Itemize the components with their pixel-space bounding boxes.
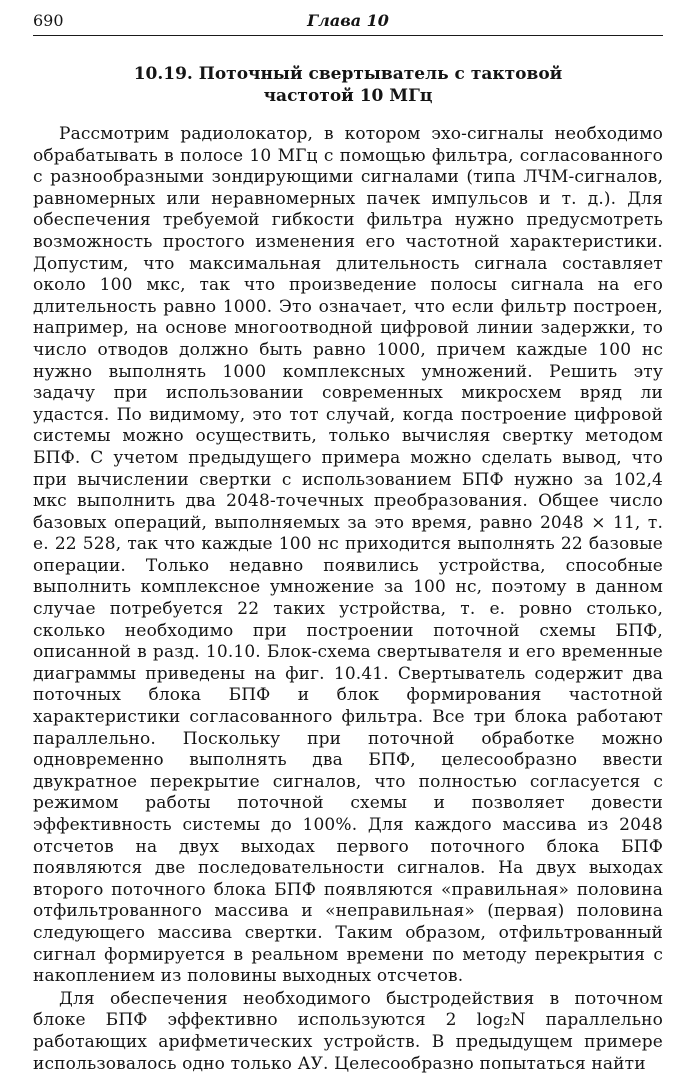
paragraph-1: Рассмотрим радиолокатор, в котором эхо-сигналы необходимо обрабатывать в полосе 10 МГц с помощью фильтра, согласованного с разнообразными зондирующими сигналами (типа ЛЧМ-сигналов, равномерных или неравномерных пачек импульсов и т. д.). Для обеспечения требуемой гибкости фильтра нужно предусмотреть возможность простого изменения его частотной характеристики. Допустим, что максимальная длительность сигнала составляет около 100 мкс, так что произведение полосы сигнала на его длительность равно 1000. Это означает, что если фильтр построен, например, на основе многоотводной цифровой линии задержки, то число отводов должно быть равно 1000, причем каждые 100 нс нужно выполнять 1000 комплексных умножений. Решить эту задачу при использовании современных микросхем вряд ли удастся. По видимому, это тот случай, когда построение цифровой системы можно осуществить, только вычисляя свертку методом БПФ. С учетом предыдущего примера можно сделать вывод, что при вычислении свертки с использованием БПФ нужно за 102,4 мкс выполнить два 2048-точечных преобразования. Общее число базовых операций, выполняемых за это время, равно 2048 × 11, т. е. 22 528, так что каждые 100 нс приходится выполнять 22 базовые операции. Только недавно появились устройства, способные выполнить комплексное умножение за 100 нс, поэтому в данном случае потребуется 22 таких устройства, т. е. ровно столько, сколько необходимо при построении поточной схемы БПФ, описанной в разд. 10.10. Блок-схема свертывателя и его временные диаграммы приведены на фиг. 10.41. Свертыватель содержит два поточных блока БПФ и блок формирования частотной характеристики согласованного фильтра. Все три блока работают параллельно. Поскольку при поточной обработке можно одновременно выполнять два БПФ, целесообразно ввести двукратное перекрытие сигналов, что полностью согласуется с режимом работы поточной схемы и позволяет довести эффективность системы до 100%. Для каждого массива из 2048 отсчетов на двух выходах первого поточного блока БПФ появляются две последовательности сигналов. На двух выходах второго поточного блока БПФ появляются «правильная» половина отфильтрованного массива и «неправильная» (первая) половина следующего массива свертки. Таким образом, отфильтрованный сигнал формируется в реальном времени по методу перекрытия с накоплением из половины выходных отсчетов. — [33, 124, 663, 987]
section-title-line-2: частотой 10 МГц — [263, 86, 433, 106]
running-header — [33, 9, 663, 36]
chapter-label: Глава 10 — [307, 11, 389, 30]
section-title-line-1: 10.19. Поточный свертыватель с тактовой — [133, 64, 563, 84]
paragraph-2: Для обеспечения необходимого быстродействия в поточном блоке БПФ эффективно используются 2 log₂N параллельно работающих арифметических устройств. В предыдущем примере использовалось одно только АУ. Целесообразно попытаться найти — [33, 988, 663, 1074]
page-number: 690 — [33, 11, 64, 30]
section-title — [33, 63, 663, 107]
body-text — [33, 124, 663, 1075]
